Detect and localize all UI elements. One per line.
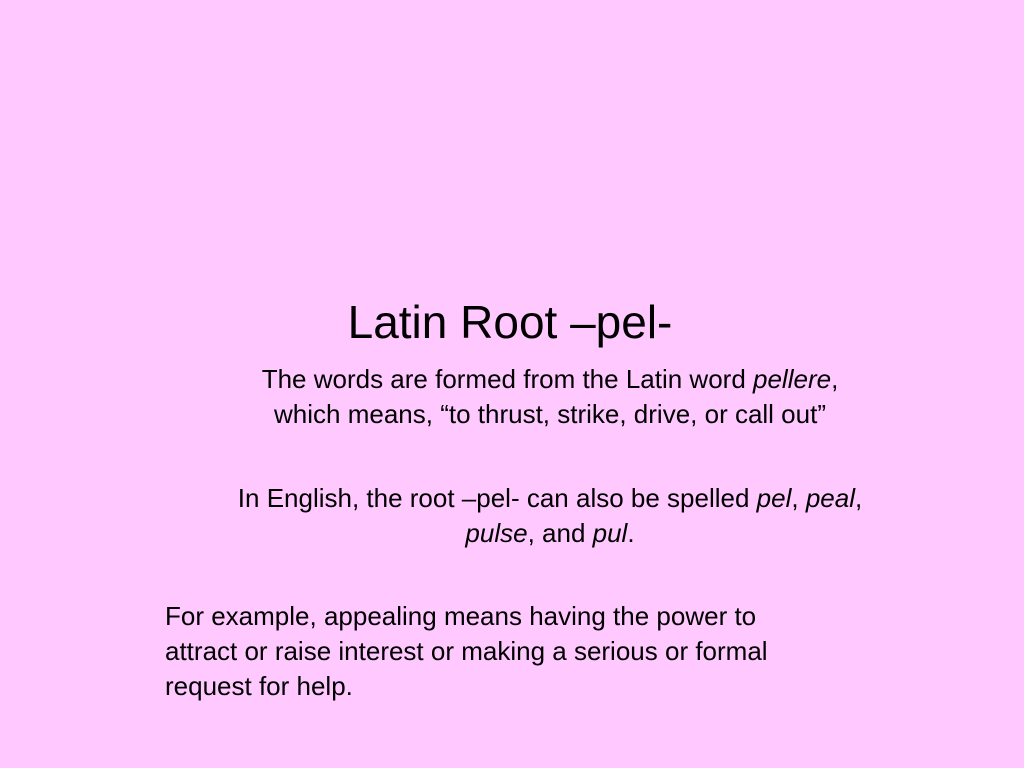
- example-line-1: For example, appealing means having the power to: [165, 601, 757, 631]
- english-spellings-text-start: In English, the root –pel- can also be spelled: [237, 483, 757, 513]
- slide-title: Latin Root –pel-: [347, 296, 673, 348]
- example-line-3: request for help.: [165, 671, 353, 701]
- english-spellings-line-1: [150, 481, 950, 516]
- spelling-peal: peal: [805, 483, 855, 513]
- root-origin-text: [150, 362, 950, 432]
- spelling-period: .: [627, 518, 635, 548]
- english-spellings-text: [150, 481, 950, 551]
- root-origin-text-start: The words are formed from the Latin word: [261, 364, 754, 394]
- example-line-2: attract or raise interest or making a serious or formal: [165, 636, 768, 666]
- spelling-pulse: pulse: [465, 518, 528, 548]
- root-origin-line-1: [150, 362, 950, 397]
- spelling-pel: pel: [756, 483, 792, 513]
- english-spellings-line-2: [150, 516, 950, 551]
- spelling-separator-1: ,: [791, 483, 806, 513]
- root-meaning-line: which means, “to thrust, strike, drive, or call out”: [274, 399, 826, 429]
- latin-word-pellere: pellere: [753, 364, 832, 394]
- root-origin-comma: ,: [831, 364, 839, 394]
- spelling-separator-2: ,: [854, 483, 863, 513]
- example-text: [165, 599, 955, 704]
- spelling-pul: pul: [592, 518, 628, 548]
- spelling-separator-3: , and: [527, 518, 593, 548]
